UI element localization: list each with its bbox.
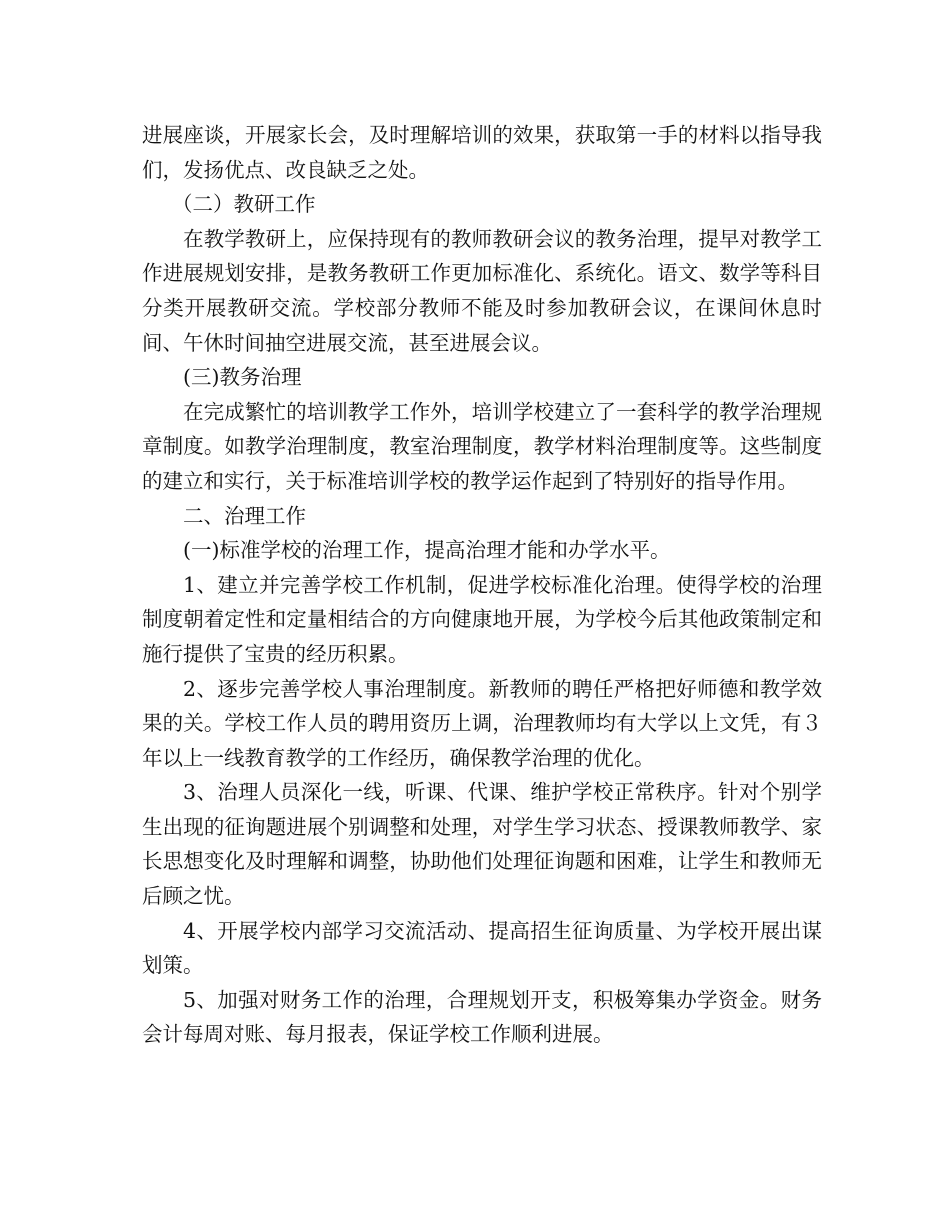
- list-item-5: 5、加强对财务工作的治理，合理规划开支，积极筹集办学资金。财务会计每周对账、每月报表，保证学校工作顺利进展。: [142, 987, 822, 1047]
- section-heading-academic-affairs: (三)教务治理: [183, 365, 302, 390]
- subsection-heading-standardize: (一)标准学校的治理工作，提高治理才能和办学水平。: [183, 538, 671, 563]
- section-heading-teaching-research: （二）教研工作: [172, 192, 316, 217]
- paragraph-teaching-research: 在教学教研上，应保持现有的教师教研会议的教务治理，提早对教学工作进展规划安排，是教务教研工作更加标准化、系统化。语文、数学等科目分类开展教研交流。学校部分教师不能及时参加教研会议，在课间休息时间、午休时间抽空进展交流，甚至进展会议。: [142, 226, 822, 355]
- list-item-4: 4、开展学校内部学习交流活动、提高招生征询质量、为学校开展出谋划策。: [142, 918, 822, 978]
- section-heading-management: 二、治理工作: [183, 503, 306, 528]
- paragraph-continuation: 进展座谈，开展家长会，及时理解培训的效果，获取第一手的材料以指导我们，发扬优点、改良缺乏之处。: [142, 123, 822, 182]
- paragraph-academic-affairs: 在完成繁忙的培训教学工作外，培训学校建立了一套科学的教学治理规章制度。如教学治理制度，教室治理制度，教学材料治理制度等。这些制度的建立和实行，关于标准培训学校的教学运作起到了特别好的指导作用。: [142, 399, 822, 493]
- list-item-3: 3、治理人员深化一线，听课、代课、维护学校正常秩序。针对个别学生出现的征询题进展个别调整和处理，对学生学习状态、授课教师教学、家长思想变化及时理解和调整，协助他们处理征询题和困难，让学生和教师无后顾之忧。: [142, 780, 822, 909]
- list-item-2: 2、逐步完善学校人事治理制度。新教师的聘任严格把好师德和教学效果的关。学校工作人员的聘用资历上调，治理教师均有大学以上文凭，有３年以上一线教育教学的工作经历，确保教学治理的优化。: [142, 676, 822, 770]
- list-item-1: 1、建立并完善学校工作机制，促进学校标准化治理。使得学校的治理制度朝着定性和定量相结合的方向健康地开展，为学校今后其他政策制定和施行提供了宝贵的经历积累。: [142, 572, 822, 666]
- document-body: [142, 118, 822, 1052]
